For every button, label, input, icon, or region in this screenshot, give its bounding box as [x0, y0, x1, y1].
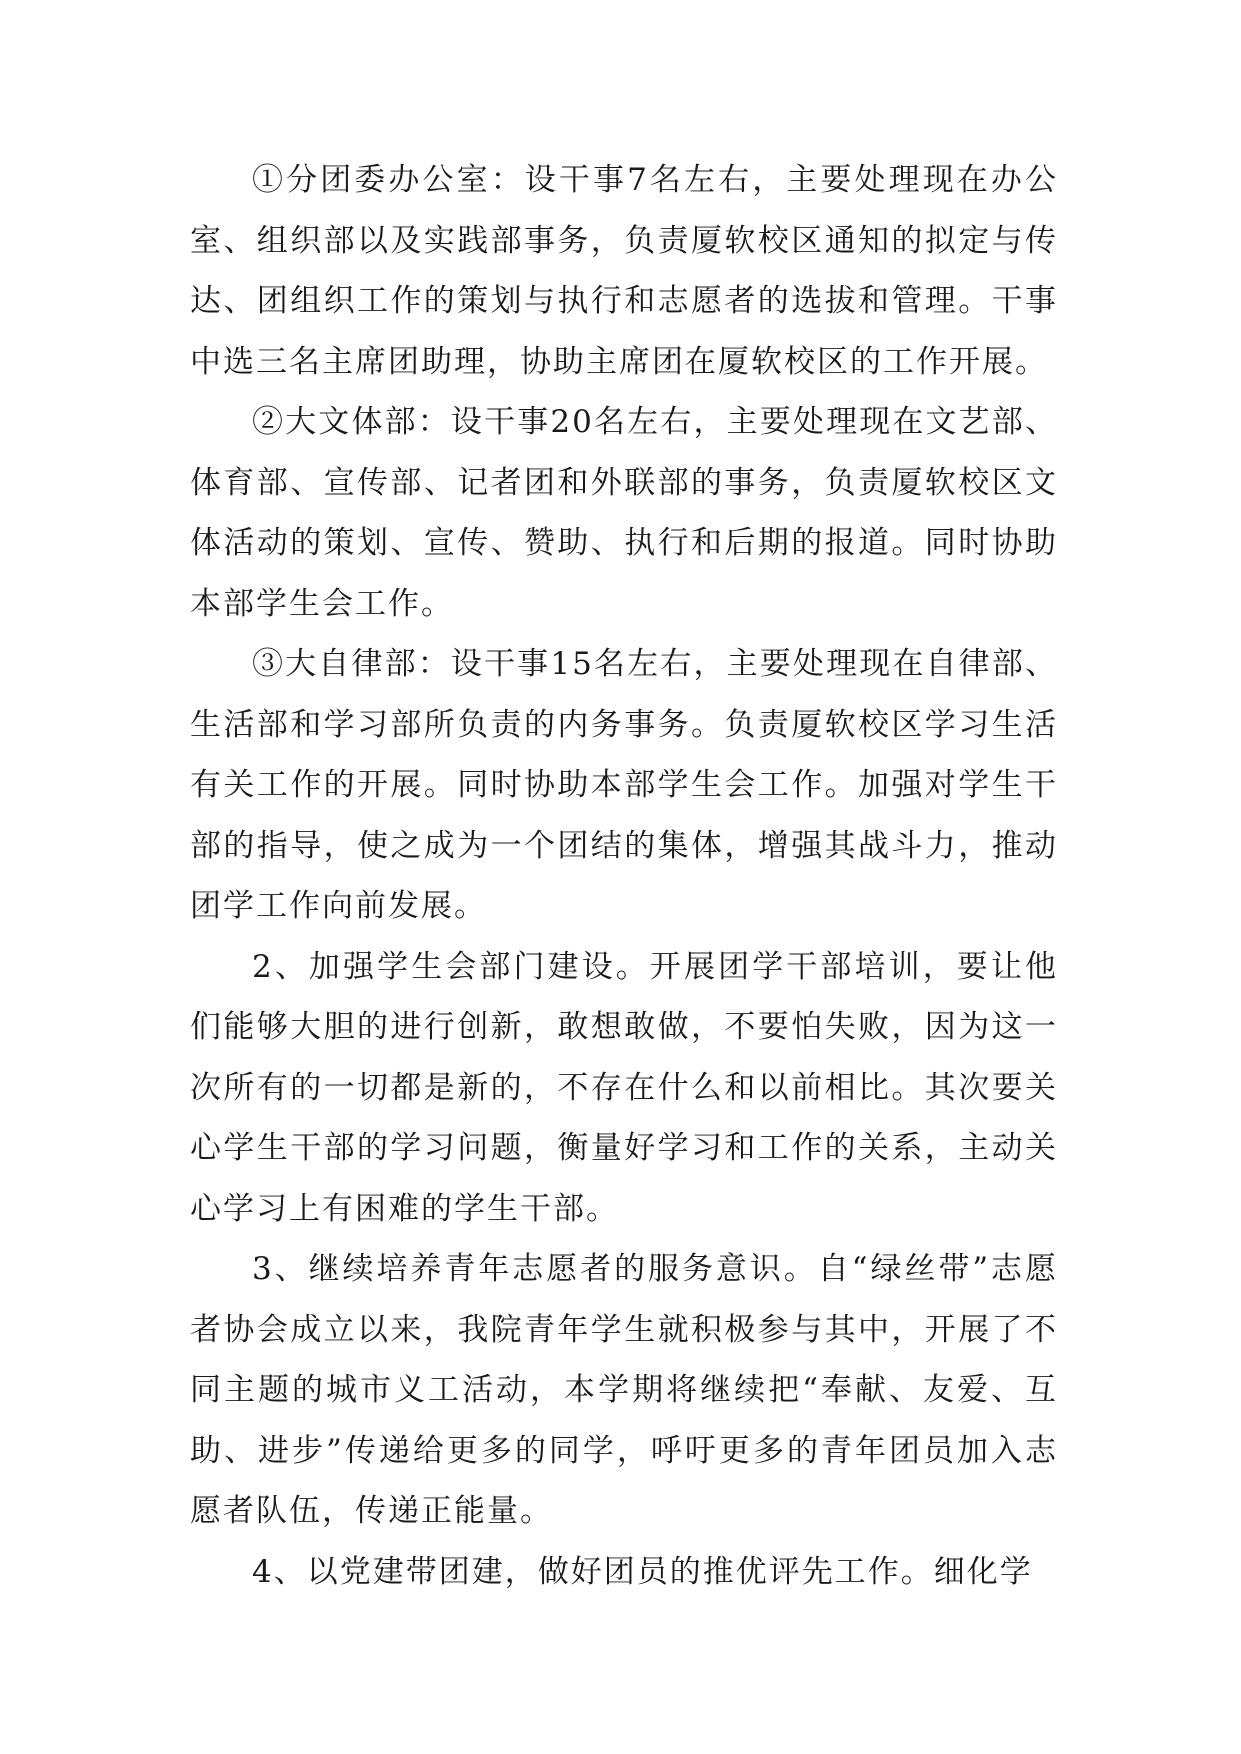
paragraph-volunteers: 3、继续培养青年志愿者的服务意识。自“绿丝带”志愿者协会成立以来，我院青年学生就积极参与其中，开展了不同主题的城市义工活动，本学期将继续把“奉献、友爱、互助、进步”传递给更多的同学，呼吁更多的青年团员加入志愿者队伍，传递正能量。 [190, 1251, 1058, 1529]
paragraph-culture-sports: ②大文体部：设干事20名左右，主要处理现在文艺部、体育部、宣传部、记者团和外联部的事务，负责厦软校区文体活动的策划、宣传、赞助、执行和后期的报道。同时协助本部学生会工作。 [190, 404, 1058, 622]
document-body [190, 150, 1058, 1602]
paragraph-department-building: 2、加强学生会部门建设。开展团学干部培训，要让他们能够大胆的进行创新，敢想敢做，不要怕失败，因为这一次所有的一切都是新的，不存在什么和以前相比。其次要关心学生干部的学习问题，衡量好学习和工作的关系，主动关心学习上有困难的学生干部。 [190, 948, 1058, 1227]
paragraph-office: ①分团委办公室：设干事7名左右，主要处理现在办公室、组织部以及实践部事务，负责厦软校区通知的拟定与传达、团组织工作的策划与执行和志愿者的选拔和管理。干事中选三名主席团助理，协助主席团在厦软校区的工作开展。 [190, 162, 1058, 380]
paragraph-self-discipline: ③大自律部：设干事15名左右，主要处理现在自律部、生活部和学习部所负责的内务事务。负责厦软校区学习生活有关工作的开展。同时协助本部学生会工作。加强对学生干部的指导，使之成为一个团结的集体，增强其战斗力，推动团学工作向前发展。 [190, 646, 1058, 924]
paragraph-party-building: 4、以党建带团建，做好团员的推优评先工作。细化学 [252, 1553, 1033, 1590]
